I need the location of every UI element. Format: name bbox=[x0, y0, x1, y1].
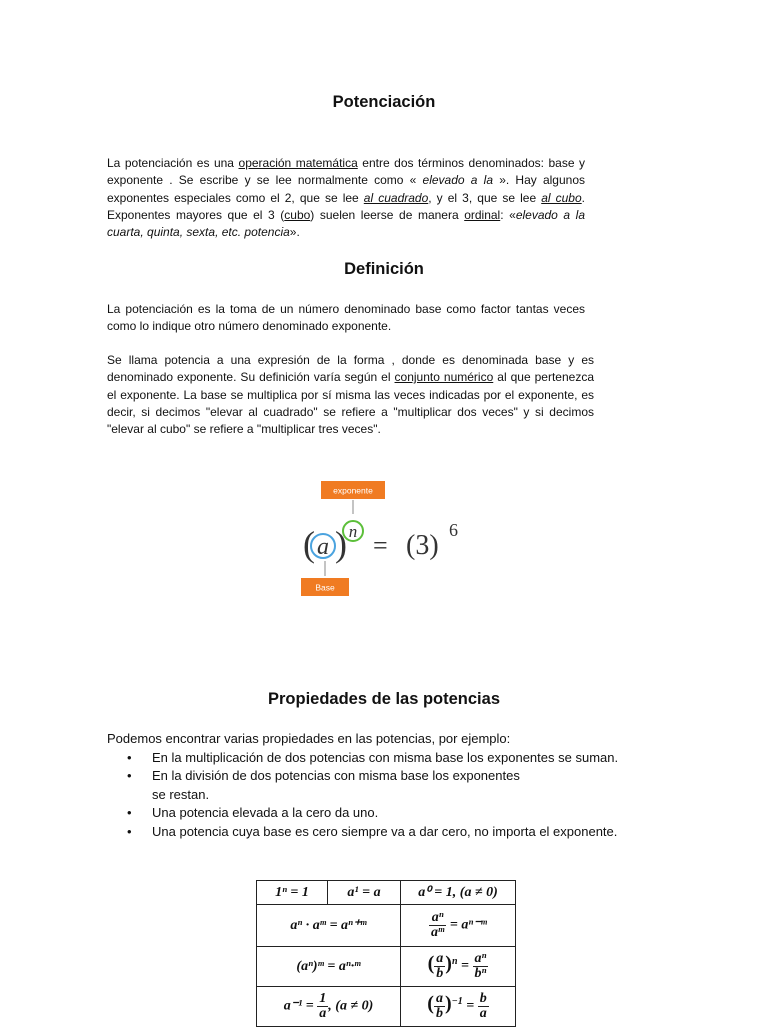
table-cell: (aⁿ)ᵐ = aⁿ·ᵐ bbox=[257, 947, 401, 987]
equals-sign: = bbox=[373, 531, 388, 560]
table-cell: a¹ = a bbox=[328, 881, 401, 905]
table-cell: $\frac{\text{aⁿ}}{\text{aᵐ}}$ = aⁿ⁻ᵐ bbox=[401, 905, 516, 947]
exponent-label: exponente bbox=[333, 485, 373, 496]
link-ordinal[interactable]: ordinal bbox=[464, 207, 501, 222]
properties-intro: Podemos encontrar varias propiedades en las potencias, por ejemplo: bbox=[107, 731, 511, 746]
list-item: • En la multiplicación de dos potencias con misma base los exponentes se suman. bbox=[107, 749, 618, 768]
link-conjunto-numerico[interactable]: conjunto numérico bbox=[394, 370, 494, 385]
base-symbol: a bbox=[317, 534, 329, 560]
close-paren: ) bbox=[335, 524, 347, 564]
definition-paragraph-1: La potenciación es la toma de un número denominado base como factor tantas veces como lo indique otro número denominado exponente. bbox=[107, 302, 585, 334]
definition-paragraph-2: Se llama potencia a una expresión de la forma , donde es denominada base y es denominado exponente. Su definición varía según el conjunto numérico al que pertenezca el exponente. La base se multiplica por sí misma las veces indicadas por el exponente, es decir, si decimos "elevar al cuadrado" se refiere a "multiplicar dos veces" y si decimos "elevar al cubo" se refiere a "multiplicar tres veces". bbox=[107, 353, 594, 437]
page-title: Potenciación bbox=[332, 93, 436, 111]
link-operacion-matematica[interactable]: operación matemática bbox=[238, 156, 358, 170]
exponent-symbol: n bbox=[348, 522, 358, 541]
properties-table bbox=[256, 880, 516, 1027]
table-cell: ( $\frac{a}{b}$ )$^n$ = $\frac{\text{aⁿ}}{\text{bⁿ}}$ bbox=[401, 947, 516, 987]
properties-heading: Propiedades de las potencias bbox=[268, 690, 500, 708]
definition-heading: Definición bbox=[344, 260, 424, 278]
rhs-base: (3) bbox=[406, 530, 439, 561]
table-cell: ( $\frac{a}{b}$ )$^{-1}$ = $\frac{b}{a}$ bbox=[401, 987, 516, 1027]
properties-list bbox=[107, 730, 618, 842]
list-item: • En la división de dos potencias con misma base los exponentes se restan. bbox=[107, 767, 618, 804]
list-item: • Una potencia cuya base es cero siempre va a dar cero, no importa el exponente. bbox=[107, 823, 618, 842]
base-label: Base bbox=[315, 582, 335, 593]
rhs-exponent: 6 bbox=[449, 520, 458, 540]
link-al-cubo[interactable]: al cubo bbox=[541, 190, 582, 205]
table-cell: aⁿ · aᵐ = aⁿ⁺ᵐ bbox=[257, 905, 401, 947]
table-cell: 1ⁿ = 1 bbox=[257, 881, 328, 905]
link-cubo[interactable]: cubo bbox=[284, 207, 311, 222]
open-paren: ( bbox=[303, 524, 315, 564]
intro-paragraph: La potenciación es una operación matemática entre dos términos denominados: base y exponente . Se escribe y se lee normalmente como « elevado a la ». Hay algunos exponentes especiales como el 2, que se lee al cuadrado, y el 3, que se lee al cubo. Exponentes mayores que el 3 (cubo) suelen leerse de manera ordinal: «elevado a la cuarta, quinta, sexta, etc. potencia». bbox=[107, 156, 586, 240]
table-cell: a⁰ = 1, (a ≠ 0) bbox=[401, 881, 516, 905]
power-diagram bbox=[295, 478, 475, 598]
power-diagram-svg bbox=[295, 478, 475, 598]
link-al-cuadrado[interactable]: al cuadrado bbox=[363, 190, 429, 205]
list-item: • Una potencia elevada a la cero da uno. bbox=[107, 804, 618, 823]
table-cell: a⁻¹ = $\frac{1}{a}$ , (a ≠ 0) bbox=[257, 987, 401, 1027]
